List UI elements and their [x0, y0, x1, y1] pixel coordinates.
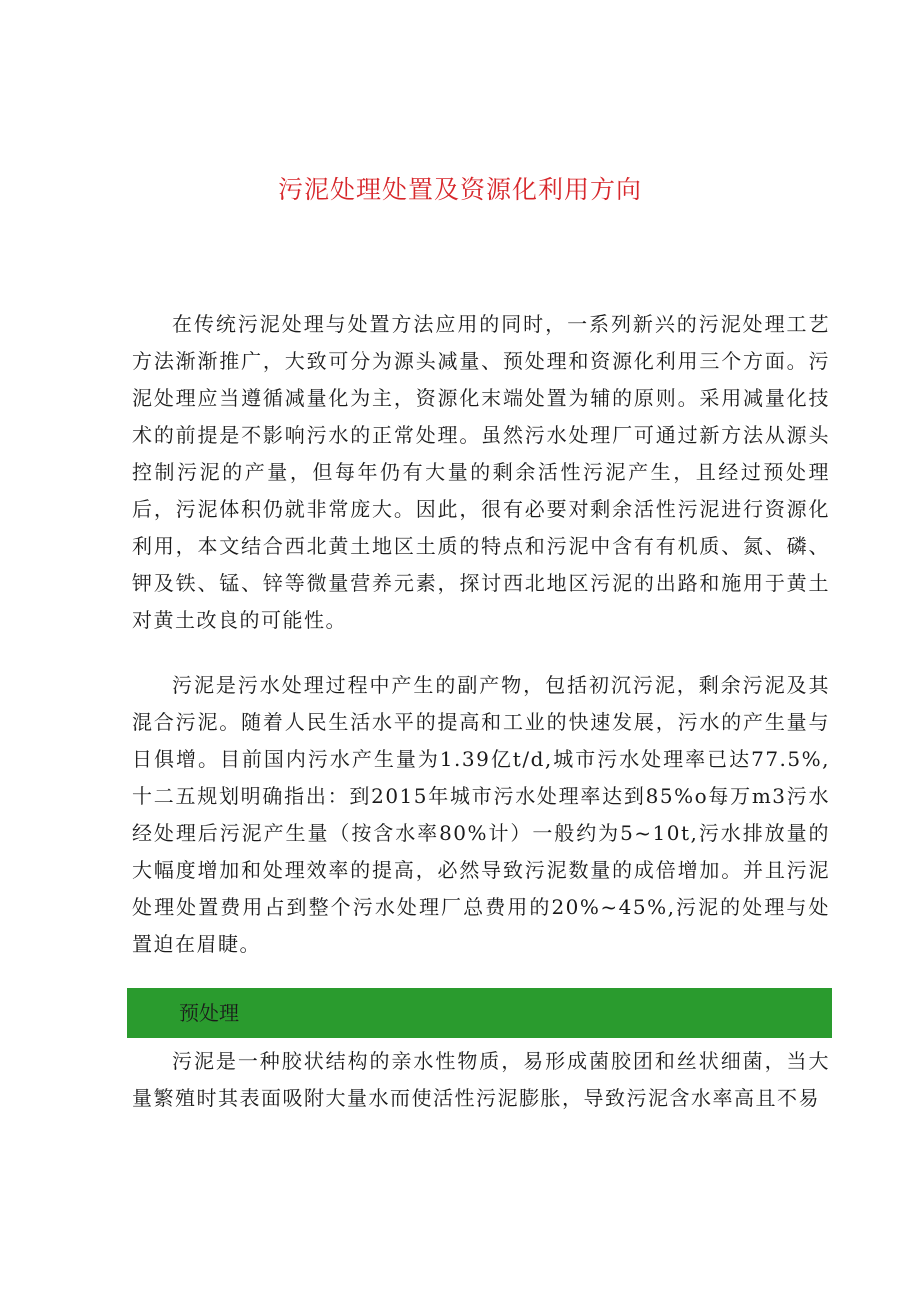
paragraph-pretreatment: 污泥是一种胶状结构的亲水性物质，易形成菌胶团和丝状细菌，当大量繁殖时其表面吸附大量水而使活性污泥膨胀，导致污泥含水率高且不易 [132, 1049, 830, 1110]
document-title: 污泥处理处置及资源化利用方向 [277, 175, 642, 204]
paragraph-background: 污泥是污水处理过程中产生的副产物，包括初沉污泥，剩余污泥及其混合污泥。随着人民生活水平的提高和工业的快速发展，污水的产生量与日俱增。目前国内污水产生量为1.39亿t/d,城市污水处理率已达77.5%,十二五规划明确指出：到2015年城市污水处理率达到85%o每万m3污水经处理后污泥产生量（按含水率80%计）一般约为5~10t,污水排放量的大幅度增加和处理效率的提高，必然导致污泥数量的成倍增加。并且污泥处理处置费用占到整个污水处理厂总费用的20%~45%,污泥的处理与处置迫在眉睫。 [132, 673, 830, 956]
section-heading-pretreatment: 预处理 [127, 988, 832, 1038]
paragraph-intro: 在传统污泥处理与处置方法应用的同时，一系列新兴的污泥处理工艺方法渐渐推广，大致可分为源头减量、预处理和资源化利用三个方面。污泥处理应当遵循减量化为主，资源化末端处置为辅的原则。采用减量化技术的前提是不影响污水的正常处理。虽然污水处理厂可通过新方法从源头控制污泥的产量，但每年仍有大量的剩余活性污泥产生，且经过预处理后，污泥体积仍就非常庞大。因此，很有必要对剩余活性污泥进行资源化利用，本文结合西北黄土地区土质的特点和污泥中含有有机质、氮、磷、钾及铁、锰、锌等微量营养元素，探讨西北地区污泥的出路和施用于黄土对黄土改良的可能性。 [132, 312, 830, 632]
